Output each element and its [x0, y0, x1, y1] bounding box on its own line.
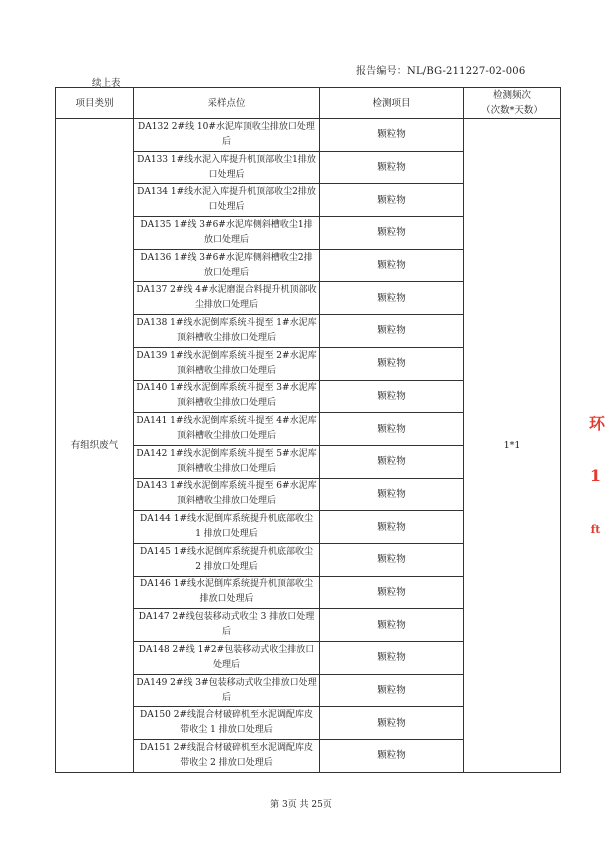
report-number: 报告编号：NL/BG-211227-02-006: [356, 66, 526, 77]
table-header: [56, 88, 561, 119]
sampling-point-cell: DA136 1#线 3#6#水泥库侧斜槽收尘2排放口处理后: [134, 249, 320, 282]
sampling-point-cell: DA140 1#线水泥倒库系统斗提至 3#水泥库顶斜槽收尘排放口处理后: [134, 380, 320, 413]
test-item-cell: 颗粒物: [320, 609, 464, 642]
sampling-point-cell: DA149 2#线 3#包装移动式收尘排放口处理后: [134, 674, 320, 707]
test-item-cell: 颗粒物: [320, 642, 464, 675]
test-item-cell: 颗粒物: [320, 511, 464, 544]
test-item-cell: 颗粒物: [320, 217, 464, 250]
frequency-cell: 1*1: [464, 119, 561, 773]
page-number: 第 3页 共 25页: [270, 800, 332, 810]
header-frequency: 检测频次 （次数*天数）: [464, 88, 561, 119]
sampling-point-cell: DA144 1#线水泥倒库系统提升机底部收尘 1 排放口处理后: [134, 511, 320, 544]
test-item-cell: 颗粒物: [320, 184, 464, 217]
sampling-point-cell: DA139 1#线水泥倒库系统斗提至 2#水泥库顶斜槽收尘排放口处理后: [134, 347, 320, 380]
test-item-cell: 颗粒物: [320, 151, 464, 184]
table-body: [56, 119, 561, 773]
sampling-point-cell: DA138 1#线水泥倒库系统斗提至 1#水泥库顶斜槽收尘排放口处理后: [134, 315, 320, 348]
continued-label: 续上表: [92, 78, 121, 89]
sampling-point-cell: DA146 1#线水泥倒库系统提升机顶部收尘排放口处理后: [134, 576, 320, 609]
sampling-point-cell: DA150 2#线混合材破碎机至水泥调配库皮带收尘 1 排放口处理后: [134, 707, 320, 740]
category-cell: 有组织废气: [56, 119, 134, 773]
test-item-cell: 颗粒物: [320, 315, 464, 348]
header-sampling-point: 采样点位: [134, 88, 320, 119]
sampling-point-cell: DA133 1#线水泥入库提升机顶部收尘1排放口处理后: [134, 151, 320, 184]
test-item-cell: 颗粒物: [320, 380, 464, 413]
table-row: [56, 119, 561, 152]
test-item-cell: 颗粒物: [320, 119, 464, 152]
header-test-item: 检测项目: [320, 88, 464, 119]
sampling-table: [55, 87, 561, 773]
test-item-cell: 颗粒物: [320, 576, 464, 609]
test-item-cell: 颗粒物: [320, 740, 464, 773]
stamp-fragment: ft: [590, 523, 601, 536]
test-item-cell: 颗粒物: [320, 347, 464, 380]
sampling-point-cell: DA151 2#线混合材破碎机至水泥调配库皮带收尘 2 排放口处理后: [134, 740, 320, 773]
test-item-cell: 颗粒物: [320, 413, 464, 446]
sampling-point-cell: DA143 1#线水泥倒库系统斗提至 6#水泥库顶斜槽收尘排放口处理后: [134, 478, 320, 511]
stamp-fragment: 环: [589, 414, 605, 433]
test-item-cell: 颗粒物: [320, 478, 464, 511]
test-item-cell: 颗粒物: [320, 445, 464, 478]
stamp-fragment: 1: [589, 466, 602, 485]
header-category: 项目类别: [56, 88, 134, 119]
sampling-point-cell: DA145 1#线水泥倒库系统提升机底部收尘 2 排放口处理后: [134, 543, 320, 576]
test-item-cell: 颗粒物: [320, 249, 464, 282]
test-item-cell: 颗粒物: [320, 707, 464, 740]
sampling-point-cell: DA132 2#线 10#水泥库顶收尘排放口处理后: [134, 119, 320, 152]
sampling-point-cell: DA141 1#线水泥倒库系统斗提至 4#水泥库顶斜槽收尘排放口处理后: [134, 413, 320, 446]
sampling-point-cell: DA148 2#线 1#2#包装移动式收尘排放口处理后: [134, 642, 320, 675]
sampling-point-cell: DA147 2#线包装移动式收尘 3 排放口处理后: [134, 609, 320, 642]
header-row: [56, 88, 561, 119]
test-item-cell: 颗粒物: [320, 674, 464, 707]
sampling-point-cell: DA142 1#线水泥倒库系统斗提至 5#水泥库顶斜槽收尘排放口处理后: [134, 445, 320, 478]
sampling-point-cell: DA135 1#线 3#6#水泥库侧斜槽收尘1排放口处理后: [134, 217, 320, 250]
sampling-point-cell: DA134 1#线水泥入库提升机顶部收尘2排放口处理后: [134, 184, 320, 217]
test-item-cell: 颗粒物: [320, 282, 464, 315]
test-item-cell: 颗粒物: [320, 543, 464, 576]
sampling-point-cell: DA137 2#线 4#水泥磨混合料提升机顶部收尘排放口处理后: [134, 282, 320, 315]
